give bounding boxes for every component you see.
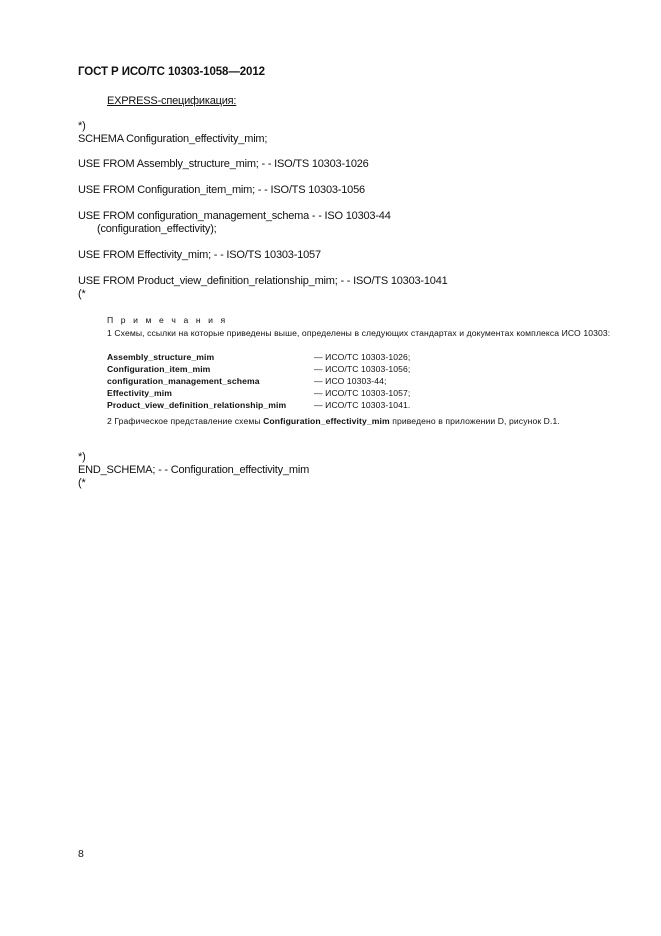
ref-doc: — ИСО/ТС 10303-1026; (314, 352, 411, 362)
ref-name: Assembly_structure_mim (107, 352, 215, 362)
note-2-pre: 2 Графическое представление схемы (107, 416, 261, 426)
use-from-configuration-item: USE FROM Configuration_item_mim; - - ISO/TS 10303-1056 (78, 184, 365, 196)
use-from-effectivity: USE FROM Effectivity_mim; - - ISO/TS 10303-1057 (78, 249, 321, 261)
ref-name: Product_view_definition_relationship_mim (107, 400, 287, 410)
note-2 (78, 415, 613, 427)
code-close-marker: *) (78, 451, 86, 463)
end-schema: END_SCHEMA; - - Configuration_effectivity_mim (78, 464, 310, 476)
comment-open-marker: (* (78, 288, 86, 300)
use-from-product-view: USE FROM Product_view_definition_relationship_mim; - - ISO/TS 10303-1041 (78, 275, 448, 287)
note-1: 1 Схемы, ссылки на которые приведены выше, определены в следующих стандартах и документах комплекса ИСО 10303: (107, 328, 611, 338)
ref-name: configuration_management_schema (107, 376, 260, 386)
note-2-schema-name: Configuration_effectivity_mim (263, 416, 390, 426)
page-number: 8 (78, 848, 84, 860)
use-from-config-mgmt: USE FROM configuration_management_schema - - ISO 10303-44 (78, 210, 391, 222)
ref-name: Configuration_item_mim (107, 364, 211, 374)
use-from-config-mgmt-cont: (configuration_effectivity); (97, 223, 217, 235)
express-heading: EXPRESS-спецификация: (107, 95, 237, 107)
ref-doc: — ИСО/ТС 10303-1057; (314, 388, 411, 398)
ref-doc: — ИСО/ТС 10303-1056; (314, 364, 411, 374)
ref-doc: — ИСО/ТС 10303-1041. (314, 400, 411, 410)
ref-name: Effectivity_mim (107, 388, 173, 398)
document-header: ГОСТ Р ИСО/ТС 10303-1058—2012 (78, 66, 265, 78)
code-open-marker: *) (78, 120, 86, 132)
final-comment-open: (* (78, 477, 86, 489)
schema-declaration: SCHEMA Configuration_effectivity_mim; (78, 133, 268, 145)
note-2-post: приведено в приложении D, рисунок D.1. (392, 416, 560, 426)
ref-doc: — ИСО 10303-44; (314, 376, 387, 386)
use-from-assembly: USE FROM Assembly_structure_mim; - - ISO/TS 10303-1026 (78, 158, 369, 170)
notes-title: П р и м е ч а н и я (107, 315, 228, 325)
